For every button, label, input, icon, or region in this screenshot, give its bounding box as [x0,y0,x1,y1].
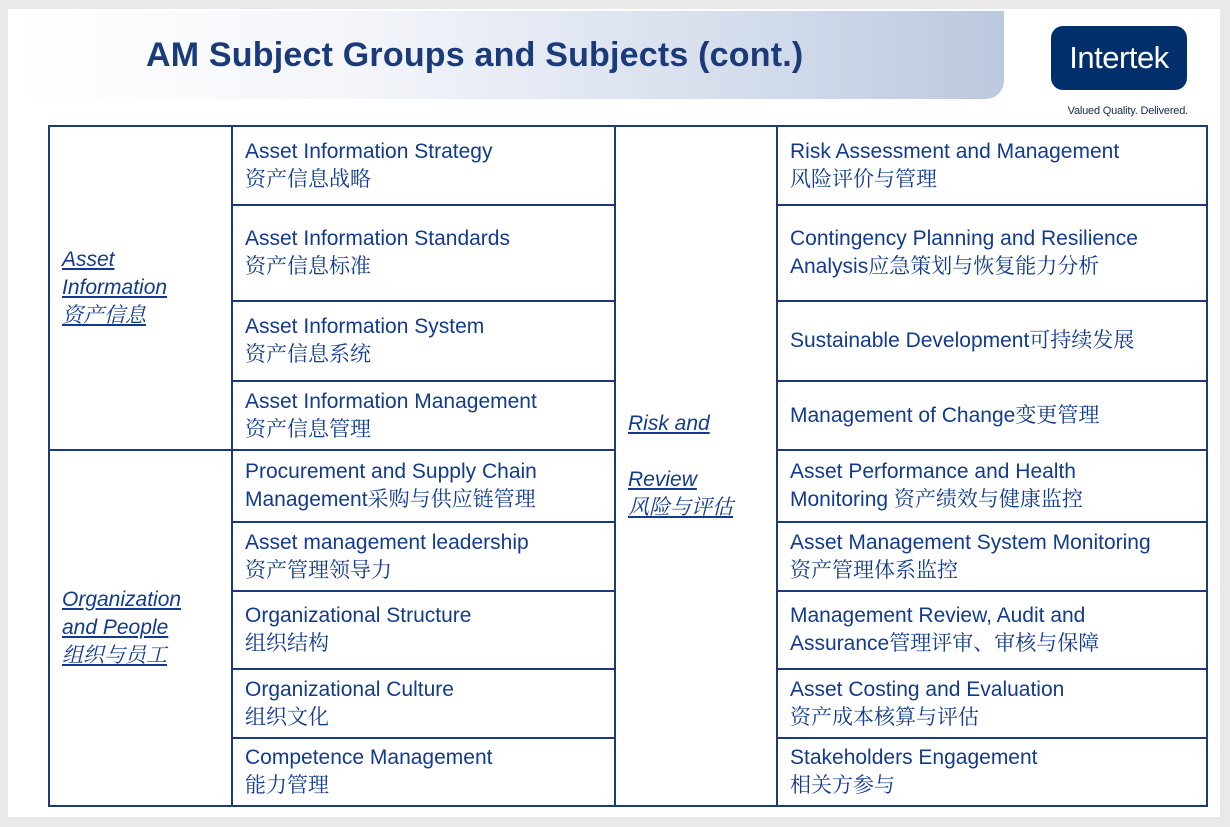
subject-cell [232,126,615,205]
group-name-en: Review [628,468,697,491]
subject-en: Asset Information Management [245,389,537,413]
page-title: AM Subject Groups and Subjects (cont.) [146,36,804,74]
subject-cell [777,669,1207,738]
subject-cell [232,301,615,381]
subject-en: Organizational Culture [245,677,454,701]
group-risk-and-review [615,126,777,806]
subject-line: Sustainable Development可持续发展 [790,329,1135,352]
group-name-en: and People [62,616,169,639]
slide [8,9,1220,817]
subject-line: 资产成本核算与评估 [790,705,979,729]
subject-cell [777,591,1207,669]
intertek-logo [1051,26,1187,90]
subject-cell [232,205,615,301]
subject-en: Asset Information Standards [245,227,510,250]
subjects-table [48,125,1208,807]
subject-line: Risk Assessment and Management [790,139,1120,163]
subject-cell [232,669,615,738]
subject-line: Asset Performance and Health [790,460,1076,483]
table-row [49,126,1207,205]
subject-line: 相关方参与 [790,774,895,797]
subject-line: Contingency Planning and Resilience [790,227,1138,250]
subject-cell [777,381,1207,450]
subject-line: Management of Change变更管理 [790,403,1100,427]
subject-cell [232,591,615,669]
group-name-cn: 资产信息 [62,304,146,327]
subject-cn: 能力管理 [245,774,329,797]
subject-line: 资产管理体系监控 [790,558,958,582]
group-asset-information [49,126,232,450]
subject-line: 风险评价与管理 [790,167,937,191]
subject-cn: 资产管理领导力 [245,558,392,582]
group-name-en: Organization [62,588,182,611]
subject-cell [777,126,1207,205]
group-organization-and-people [49,450,232,806]
subject-cn: 组织结构 [245,632,329,655]
subject-cn: 组织文化 [245,705,329,729]
subject-cn: 资产信息系统 [245,343,371,366]
subject-en: Competence Management [245,746,493,769]
logo-text: Intertek [1069,40,1169,75]
group-name-en: Information [62,276,168,299]
subject-cn: 资产信息标准 [245,255,371,278]
subject-en: Procurement and Supply Chain [245,460,537,483]
subject-cell [777,738,1207,806]
group-name-en: Risk and [628,412,710,435]
subject-cell [777,450,1207,522]
subject-cell [232,738,615,806]
group-name-en: Asset [62,248,115,271]
subject-cell [232,450,615,522]
subject-en: Asset Information System [245,315,485,338]
subject-cell [232,522,615,591]
subject-line: Monitoring 资产绩效与健康监控 [790,488,1083,511]
subject-line: Assurance管理评审、审核与保障 [790,632,1100,655]
logo-tagline: Valued Quality. Delivered. [1067,105,1188,117]
subject-cn: 资产信息管理 [245,417,371,441]
subject-cell [777,205,1207,301]
subject-line: Stakeholders Engagement [790,746,1038,769]
subject-cell [777,301,1207,381]
group-name-cn: 组织与员工 [62,644,167,667]
spacer [628,438,764,466]
subject-cn: Management采购与供应链管理 [245,488,536,511]
subject-en: Asset Information Strategy [245,139,493,163]
subject-cell [777,522,1207,591]
subject-en: Asset management leadership [245,530,529,554]
title-band [18,11,1004,99]
subject-line: Asset Costing and Evaluation [790,677,1065,701]
group-name-cn: 风险与评估 [628,496,733,519]
subject-cn: 资产信息战略 [245,167,371,191]
subject-line: Management Review, Audit and [790,604,1086,627]
subject-en: Organizational Structure [245,604,472,627]
subject-line: Asset Management System Monitoring [790,530,1151,554]
subject-cell [232,381,615,450]
subject-line: Analysis应急策划与恢复能力分析 [790,255,1100,278]
